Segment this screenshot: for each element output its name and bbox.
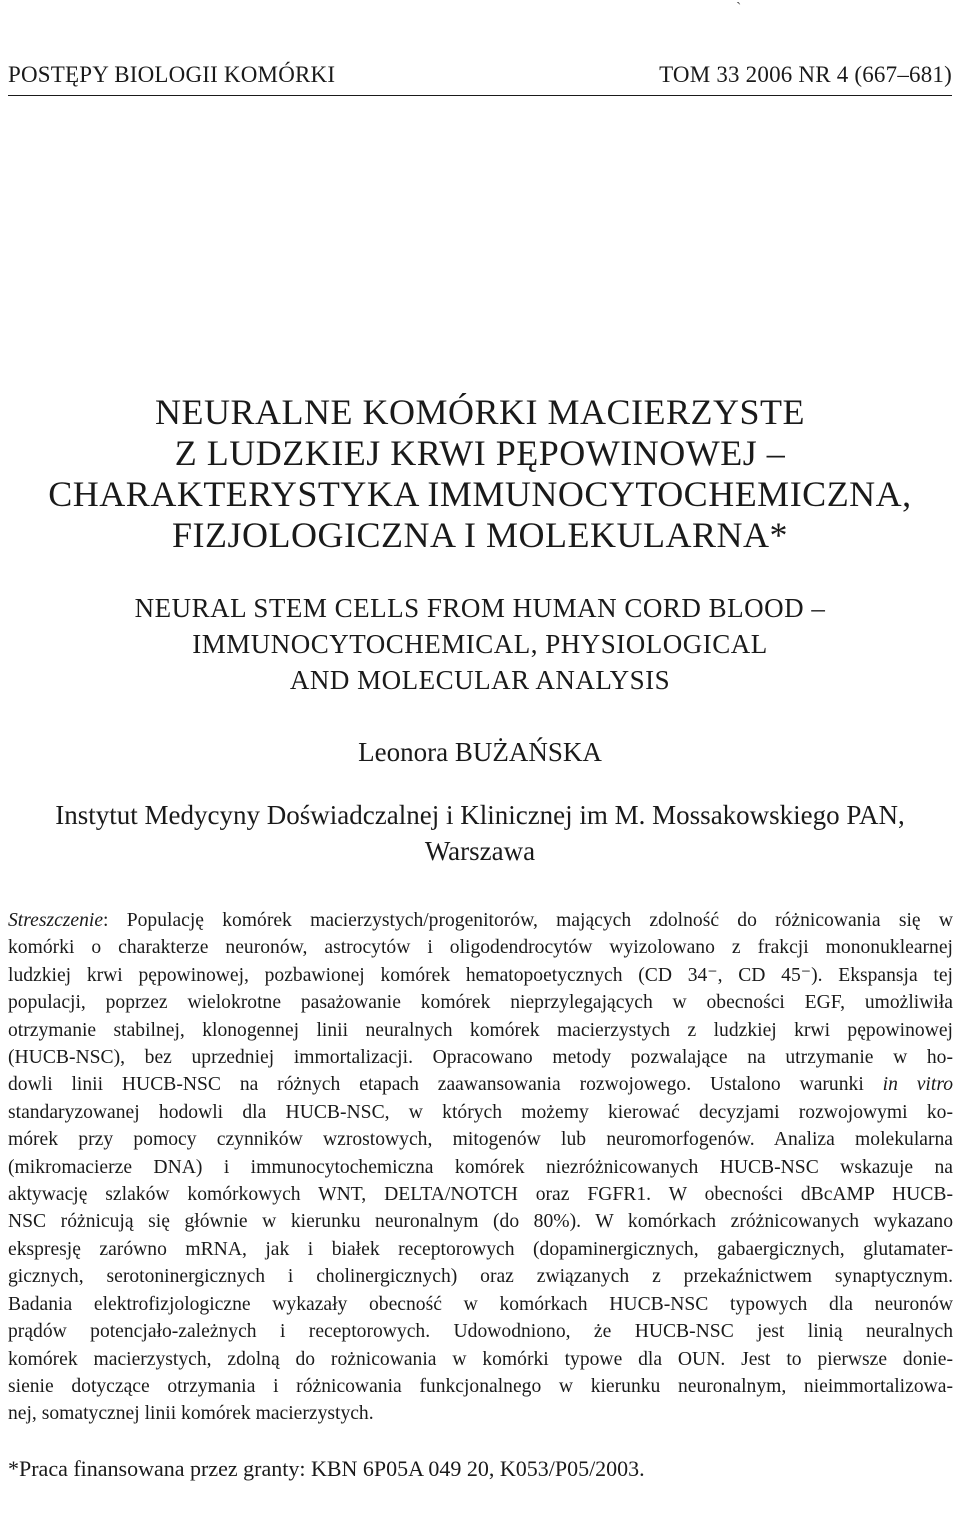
abstract-line — [8, 907, 953, 934]
english-title-line: IMMUNOCYTOCHEMICAL, PHYSIOLOGICAL — [192, 629, 768, 659]
funding-footnote: *Praca finansowana przez granty: KBN 6P05A 049 20, K053/P05/2003. — [8, 1456, 645, 1481]
abstract-line: NSC różnicują się głównie w kierunku neuronalnym (do 80%). W komórkach zróżnicowanych wykazano — [8, 1211, 953, 1233]
abstract-line: ludzkiej krwi pępowinowej, pozbawionej komórek hematopoetycznych (CD 34⁻, CD 45⁻). Ekspansja tej — [8, 964, 953, 986]
author-name: Leonora BUŻAŃSKA — [358, 737, 602, 767]
journal-name: POSTĘPY BIOLOGII KOMÓRKI — [8, 62, 336, 87]
header-rule — [8, 95, 952, 96]
abstract-line: standaryzowanej hodowli dla HUCB-NSC, w których możemy kierować decyzjami rozwojowymi ko- — [8, 1101, 953, 1123]
volume-info: TOM 33 2006 NR 4 (667–681) — [659, 62, 952, 87]
title-line: NEURALNE KOMÓRKI MACIERZYSTE — [155, 392, 805, 432]
abstract-line: sienie dotyczące otrzymania i różnicowania funkcjonalnego w kierunku neuronalnym, nieimmortalizowa- — [8, 1375, 953, 1397]
abstract-line: prądów potencjało-zależnych i receptorowych. Udowodniono, że HUCB-NSC jest linią neuralnych — [8, 1321, 953, 1343]
italic-phrase: in vitro — [882, 1074, 954, 1096]
article-title — [0, 392, 960, 556]
abstract-line: (mikromacierze DNA) i immunocytochemiczna komórek niezróżnicowanych HUCB-NSC wskazuje na — [8, 1156, 953, 1178]
title-line: Z LUDZKIEJ KRWI PĘPOWINOWEJ – — [174, 433, 786, 473]
abstract-line: Badania elektrofizjologiczne wykazały obecność w komórkach HUCB-NSC typowych dla neuronów — [8, 1293, 953, 1315]
title-line: FIZJOLOGICZNA I MOLEKULARNA* — [172, 515, 788, 555]
english-title — [0, 590, 960, 698]
abstract-line: komórki o charakterze neuronów, astrocytów i oligodendrocytów wyizolowano z frakcji mononuklearnej — [8, 937, 953, 959]
affiliation — [0, 797, 960, 869]
abstract-line-text: dowli linii HUCB-NSC na różnych etapach zaawansowania rozwojowego. Ustalono warunki — [8, 1074, 864, 1096]
abstract-line: aktywację szlaków komórkowych WNT, DELTA/NOTCH oraz FGFR1. W obecności dBcAMP HUCB- — [8, 1184, 953, 1206]
title-line: CHARAKTERYSTYKA IMMUNOCYTOCHEMICZNA, — [48, 474, 912, 514]
running-header — [8, 62, 952, 88]
abstract-line-text: : Populację komórek macierzystych/progenitorów, mających zdolność do różnicowania się w — [103, 910, 953, 931]
abstract-line: populacji, poprzez wielokrotne pasażowanie komórek nieprzylegających w obecności EGF, umożliwiła — [8, 992, 953, 1014]
abstract-label: Streszczenie — [8, 910, 104, 931]
english-title-line: NEURAL STEM CELLS FROM HUMAN CORD BLOOD – — [134, 593, 826, 623]
affiliation-line: Warszawa — [424, 836, 536, 866]
abstract-line: komórek macierzystych, zdolną do rożnicowania w komórki typowe dla OUN. Jest to pierwsze donie- — [8, 1348, 953, 1370]
abstract-line: nej, somatycznej linii komórek macierzystych. — [8, 1403, 374, 1425]
abstract — [8, 907, 953, 1428]
abstract-line: otrzymanie stabilnej, klonogennej linii neuralnych komórek macierzystych z ludzkiej krwi pępowinowej — [8, 1019, 953, 1041]
abstract-line: (HUCB-NSC), bez uprzedniej immortalizacji. Opracowano metody pozwalające na utrzymanie w ho- — [8, 1047, 953, 1069]
abstract-line — [8, 1071, 953, 1098]
english-title-line: AND MOLECULAR ANALYSIS — [289, 665, 671, 695]
abstract-line: ekspresję zarówno mRNA, jak i białek receptorowych (dopaminergicznych, gabaergicznych, glutamater- — [8, 1238, 953, 1260]
abstract-line: mórek przy pomocy czynników wzrostowych, mitogenów lub neuromorfogenów. Analiza molekularna — [8, 1129, 953, 1151]
abstract-line: gicznych, serotoninergicznych i cholinergicznych) oraz związanych z przekaźnictwem synaptycznym. — [8, 1266, 953, 1288]
scan-mark: ˋ — [736, 0, 742, 17]
affiliation-line: Instytut Medycyny Doświadczalnej i Klinicznej im M. Mossakowskiego PAN, — [55, 800, 905, 830]
